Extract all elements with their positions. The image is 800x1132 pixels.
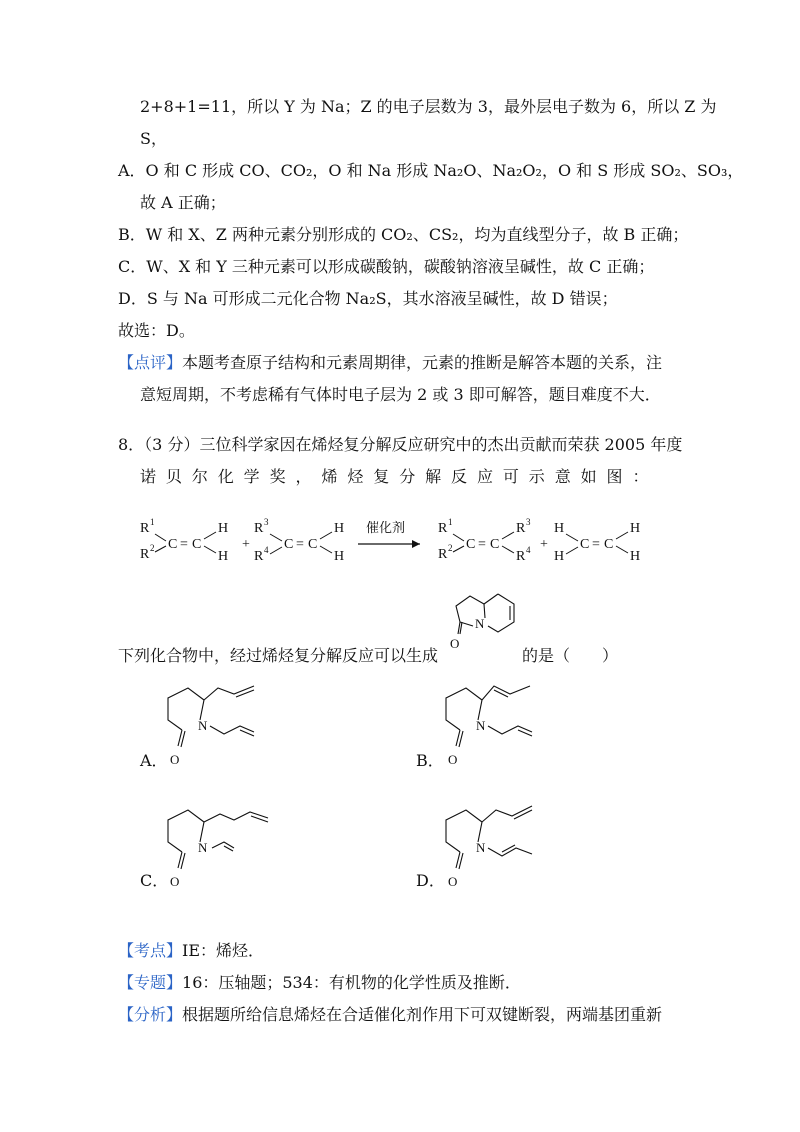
o-atom: O [450,636,460,651]
svg-text:4: 4 [264,545,269,555]
kaodian-tag: 【考点】 [118,941,183,960]
option-a-structure[interactable] [158,678,268,770]
r2-label: R [140,547,150,562]
svg-text:1: 1 [150,517,155,527]
svg-text:C: C [466,537,476,552]
svg-text:H: H [554,549,565,564]
svg-text:C: C [168,537,178,552]
svg-text:H: H [554,521,565,536]
n-atom: N [475,616,485,631]
svg-text:H: H [334,549,345,564]
kaodian-line [118,940,264,962]
svg-text:=: = [180,537,188,552]
svg-text:H: H [630,521,641,536]
svg-text:4: 4 [526,545,531,555]
r1-label: R [140,521,150,536]
option-b-label[interactable]: B． [416,751,444,770]
zhuanti-line [118,972,521,994]
kaodian-text: IE：烯烃． [182,941,265,960]
option-b-analysis: B．W 和 X、Z 两种元素分别形成的 CO₂、CS₂，均为直线型分子，故 B 正确； [118,225,689,244]
question-8-stem: 8．（3 分）三位科学家因在烯烃复分解反应研究中的杰出贡献而荣获 2005 年度 [118,435,683,454]
option-d-analysis: D．S 与 Na 可形成二元化合物 Na₂S，其水溶液呈碱性，故 D 错误； [118,289,618,308]
svg-text:=: = [296,537,304,552]
svg-text:=: = [478,537,486,552]
o-atom: O [448,752,458,767]
fenxi-tag: 【分析】 [118,1005,183,1024]
svg-text:C: C [604,537,614,552]
svg-text:+: + [242,537,250,552]
catalyst-label: 催化剂 [366,520,406,535]
zhuanti-tag: 【专题】 [118,973,183,992]
svg-text:C: C [192,537,202,552]
svg-text:R: R [254,521,264,536]
svg-text:H: H [630,549,641,564]
n-atom: N [198,718,208,733]
o-atom: O [170,874,180,889]
option-c-label[interactable]: C． [140,871,169,890]
comment-line [118,352,662,374]
svg-text:2: 2 [150,543,155,553]
svg-text:2: 2 [448,543,453,553]
svg-text:R: R [438,521,448,536]
question-8-prompt [118,645,438,667]
option-b-structure[interactable] [436,678,546,770]
zhuanti-text: 16：压轴题；534：有机物的化学性质及推断． [182,973,521,992]
option-a-label[interactable]: A． [140,751,168,770]
svg-text:C: C [284,537,294,552]
svg-text:C: C [580,537,590,552]
answer-line: 故选：D。 [118,321,195,340]
svg-text:H: H [218,521,229,536]
option-c-structure[interactable] [158,800,278,892]
svg-text:3: 3 [264,517,269,527]
fenxi-line [118,1004,662,1026]
svg-text:H: H [218,549,229,564]
target-molecule [440,582,530,662]
fenxi-text: 根据题所给信息烯烃在合适催化剂作用下可双键断裂，两端基团重新 [182,1005,663,1024]
text-line: S， [140,129,167,148]
svg-text:R: R [438,547,448,562]
text-line: 2+8+1=11，所以 Y 为 Na；Z 的电子层数为 3，最外层电子数为 6，所以 Z 为 [140,97,717,116]
svg-text:C: C [308,537,318,552]
comment-text: 本题考查原子结构和元素周期律，元素的推断是解答本题的关系，注 [182,353,663,372]
prompt-end: 的是（ ） [522,646,619,665]
o-atom: O [448,874,458,889]
svg-text:=: = [592,537,600,552]
svg-text:R: R [516,521,526,536]
comment-tag: 【点评】 [118,353,183,372]
reaction-scheme [130,508,670,580]
svg-text:1: 1 [448,517,453,527]
svg-text:R: R [254,549,264,564]
n-atom: N [476,718,486,733]
svg-text:+: + [540,537,548,552]
option-c-analysis: C．W、X 和 Y 三种元素可以形成碳酸钠，碳酸钠溶液呈碱性，故 C 正确； [118,257,655,276]
n-atom: N [476,840,486,855]
svg-text:H: H [334,521,345,536]
option-d-structure[interactable] [436,796,546,892]
option-a-analysis: A．O 和 C 形成 CO、CO₂，O 和 Na 形成 Na₂O、Na₂O₂，O 和 S 形成 SO₂、SO₃， [118,161,744,180]
text-line: 故 A 正确； [140,193,226,212]
option-d-label[interactable]: D． [416,871,445,890]
prompt-text: 下列化合物中，经过烯烃复分解反应可以生成 [118,646,439,665]
svg-text:3: 3 [526,517,531,527]
text-line: 意短周期，不考虑稀有气体时电子层为 2 或 3 即可解答，题目难度不大． [140,385,661,404]
n-atom: N [198,840,208,855]
svg-text:C: C [490,537,500,552]
o-atom: O [170,752,180,767]
text-line: 诺贝尔化学奖，烯烃复分解反应可示意如图： [140,467,659,486]
svg-text:R: R [516,549,526,564]
